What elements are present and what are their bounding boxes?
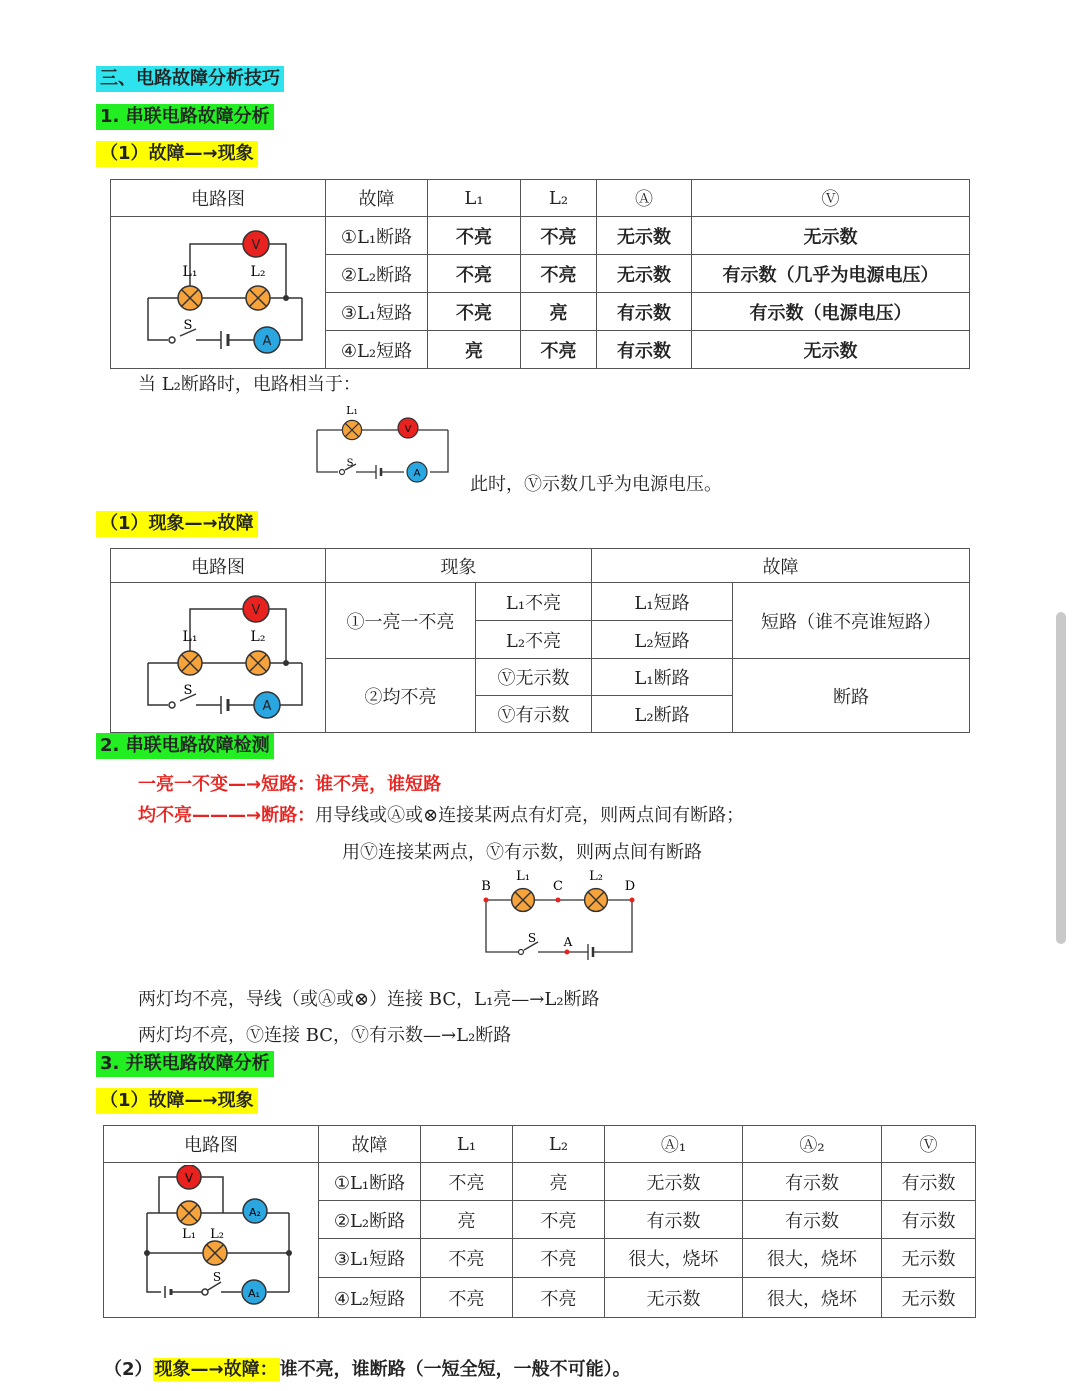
ammeter-2-label: A₂ <box>249 1206 261 1219</box>
series-phenomenon-table <box>110 548 970 733</box>
fault-cell: ①L₁断路 <box>319 1163 421 1201</box>
table-cell: 有示数 <box>605 1201 743 1239</box>
table-cell: Ⓥ无示数 <box>476 659 592 696</box>
voltmeter-label: V <box>251 602 261 618</box>
l2-label: L₂ <box>250 263 266 280</box>
section-title: 三、电路故障分析技巧 <box>96 66 284 92</box>
header-fault: 故障 <box>592 549 970 583</box>
table-cell: 有示数 <box>597 293 692 331</box>
bcd-circuit-diagram <box>472 866 647 966</box>
table-cell: 不亮 <box>421 1278 513 1318</box>
table-cell: 亮 <box>421 1201 513 1239</box>
switch-label: S <box>183 682 193 698</box>
ammeter-1-label: A₁ <box>248 1287 260 1300</box>
l2-label: L₂ <box>589 869 603 884</box>
table-cell: 不亮 <box>428 255 521 293</box>
series-fault-table <box>110 179 970 369</box>
series-analysis-title: 1. 串联电路故障分析 <box>96 104 274 130</box>
table-cell: 无示数 <box>605 1278 743 1318</box>
voltmeter-detection-rule: 用Ⓥ连接某两点，Ⓥ有示数，则两点间有断路 <box>342 842 702 863</box>
open-circuit-detection-text: 用导线或Ⓐ或⊗连接某两点有灯亮，则两点间有断路； <box>315 805 745 826</box>
phenomenon-one-lit: ①一亮一不亮 <box>326 583 476 659</box>
table-cell: 不亮 <box>513 1278 605 1318</box>
header-diagram: 电路图 <box>111 549 326 583</box>
table-cell: 无示数 <box>605 1163 743 1201</box>
fault-cell: ④L₂短路 <box>326 331 428 369</box>
ammeter-label: A <box>413 468 421 479</box>
fault-cell: ④L₂短路 <box>319 1278 421 1318</box>
detection-example-b: 两灯均不亮，Ⓥ连接 BC，Ⓥ有示数—→L₂断路 <box>138 1025 512 1046</box>
header-diagram: 电路图 <box>111 180 326 217</box>
phenomenon-none-lit: ②均不亮 <box>326 659 476 733</box>
parallel-circuit-diagram <box>104 1163 319 1318</box>
header-phenomenon: 现象 <box>326 549 592 583</box>
l1-label: L₁ <box>516 869 530 884</box>
table-cell: 不亮 <box>521 217 597 255</box>
fault-cell: ①L₁断路 <box>326 217 428 255</box>
point-a-label: A <box>563 935 573 949</box>
parallel-analysis-title: 3. 并联电路故障分析 <box>96 1051 274 1077</box>
table-cell: L₁短路 <box>592 583 733 621</box>
header-l1: L₁ <box>421 1126 513 1163</box>
table-cell: 有示数 <box>743 1163 882 1201</box>
equivalent-circuit-diagram <box>312 400 457 490</box>
header-ammeter-2: Ⓐ₂ <box>743 1126 882 1163</box>
table-cell: L₂不亮 <box>476 621 592 659</box>
l1-label: L₁ <box>346 404 358 417</box>
table-cell: 有示数（电源电压） <box>692 293 970 331</box>
table-cell: Ⓥ有示数 <box>476 696 592 733</box>
header-voltmeter: Ⓥ <box>882 1126 976 1163</box>
fault-cell: ②L₂断路 <box>326 255 428 293</box>
table-cell: 很大，烧坏 <box>743 1239 882 1278</box>
table-cell: 无示数 <box>597 255 692 293</box>
table-cell: 不亮 <box>521 331 597 369</box>
table-cell: 不亮 <box>421 1163 513 1201</box>
header-l1: L₁ <box>428 180 521 217</box>
header-l2: L₂ <box>521 180 597 217</box>
header-fault: 故障 <box>319 1126 421 1163</box>
ammeter-label: A <box>262 333 272 349</box>
series-circuit-diagram <box>111 583 326 733</box>
table-cell: 无示数 <box>597 217 692 255</box>
fault-cell: ③L₁短路 <box>319 1239 421 1278</box>
note-then: 此时，Ⓥ示数几乎为电源电压。 <box>470 474 722 495</box>
voltmeter-label: V <box>184 1171 194 1185</box>
table-cell: 有示数 <box>882 1163 976 1201</box>
switch-label: S <box>183 317 193 333</box>
bottom-highlight: 现象—→故障： <box>154 1359 278 1380</box>
fault-to-phenomenon-title: （1）故障—→现象 <box>96 141 258 167</box>
header-voltmeter: Ⓥ <box>692 180 970 217</box>
table-cell: 亮 <box>428 331 521 369</box>
table-cell: 有示数 <box>743 1201 882 1239</box>
scrollbar-thumb[interactable] <box>1056 612 1066 944</box>
series-circuit-diagram <box>111 217 326 369</box>
series-detection-title: 2. 串联电路故障检测 <box>96 733 274 759</box>
bottom-prefix: （2） <box>104 1359 153 1380</box>
switch-label: S <box>212 1270 222 1284</box>
phenomenon-to-fault-title: （1）现象—→故障 <box>96 511 258 537</box>
ammeter-label: A <box>262 698 272 714</box>
l1-label: L₁ <box>182 1227 196 1242</box>
parallel-fault-table <box>103 1125 976 1318</box>
fault-cell: ②L₂断路 <box>319 1201 421 1239</box>
point-c-label: C <box>553 879 563 894</box>
table-cell: 有示数 <box>882 1201 976 1239</box>
detection-example-a: 两灯均不亮，导线（或Ⓐ或⊗）连接 BC，L₁亮—→L₂断路 <box>138 989 600 1010</box>
table-cell: L₂短路 <box>592 621 733 659</box>
open-circuit-detection-rule <box>138 801 744 827</box>
note-when: 当 L₂断路时，电路相当于： <box>138 374 361 395</box>
table-cell: 不亮 <box>513 1201 605 1239</box>
table-cell: 不亮 <box>428 217 521 255</box>
header-l2: L₂ <box>513 1126 605 1163</box>
bottom-text: 谁不亮，谁断路（一短全短，一般不可能）。 <box>279 1359 631 1380</box>
voltmeter-label: V <box>404 424 412 435</box>
table-cell: 无示数 <box>692 331 970 369</box>
table-cell: 亮 <box>521 293 597 331</box>
header-fault: 故障 <box>326 180 428 217</box>
table-cell: 不亮 <box>428 293 521 331</box>
table-cell: L₁断路 <box>592 659 733 696</box>
header-ammeter-1: Ⓐ₁ <box>605 1126 743 1163</box>
l1-label: L₁ <box>182 628 198 645</box>
point-d-label: D <box>624 879 636 894</box>
header-diagram: 电路图 <box>104 1126 319 1163</box>
bottom-rule <box>104 1355 631 1381</box>
table-cell: 不亮 <box>421 1239 513 1278</box>
table-cell: L₁不亮 <box>476 583 592 621</box>
open-circuit-detection-label: 均不亮———→断路： <box>138 805 316 826</box>
table-cell: 无示数 <box>692 217 970 255</box>
header-ammeter: Ⓐ <box>597 180 692 217</box>
parallel-fault-to-phenomenon-title: （1）故障—→现象 <box>96 1088 258 1114</box>
table-cell: 很大，烧坏 <box>743 1278 882 1318</box>
table-cell: 有示数 <box>597 331 692 369</box>
table-cell: 有示数（几乎为电源电压） <box>692 255 970 293</box>
table-cell: 不亮 <box>521 255 597 293</box>
short-circuit-rule: 短路（谁不亮谁短路） <box>733 583 970 659</box>
voltmeter-label: V <box>251 237 261 253</box>
switch-label: S <box>527 931 537 945</box>
switch-label: S <box>346 458 354 469</box>
table-cell: 无示数 <box>882 1278 976 1318</box>
table-cell: L₂断路 <box>592 696 733 733</box>
fault-cell: ③L₁短路 <box>326 293 428 331</box>
point-b-label: B <box>481 879 491 894</box>
table-cell: 无示数 <box>882 1239 976 1278</box>
l1-label: L₁ <box>182 263 198 280</box>
table-cell: 不亮 <box>513 1239 605 1278</box>
l2-label: L₂ <box>250 628 266 645</box>
short-circuit-detection-rule: 一亮一不变—→短路：谁不亮，谁短路 <box>138 774 442 795</box>
l2-label: L₂ <box>210 1227 224 1242</box>
table-cell: 亮 <box>513 1163 605 1201</box>
table-cell: 很大，烧坏 <box>605 1239 743 1278</box>
open-circuit-rule: 断路 <box>733 659 970 733</box>
